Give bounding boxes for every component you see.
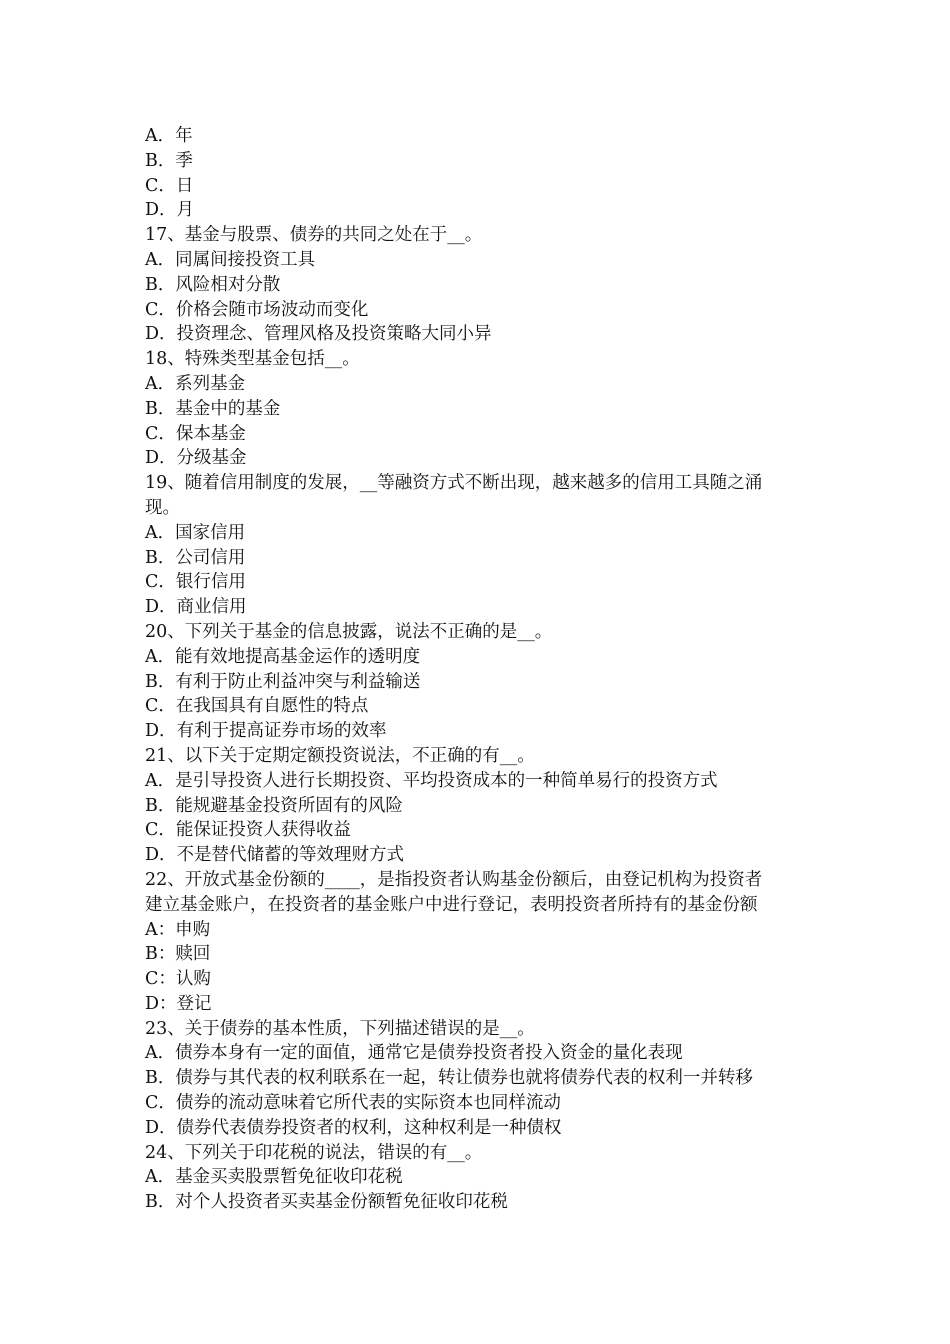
text-line: D．不是替代储蓄的等效理财方式	[145, 845, 405, 866]
text-line: B．公司信用	[145, 547, 246, 568]
text-line: 24、下列关于印花税的说法，错误的有__。	[145, 1142, 483, 1163]
text-line: B．风险相对分散	[145, 274, 281, 295]
text-line: 20、下列关于基金的信息披露，说法不正确的是__。	[145, 621, 553, 642]
text-line: A．系列基金	[145, 373, 246, 394]
text-line: B．季	[145, 150, 193, 171]
text-line: D．投资理念、管理风格及投资策略大同小异	[145, 324, 492, 345]
text-line: D．债券代表债券投资者的权利，这种权利是一种债权	[145, 1117, 562, 1138]
text-line: C．能保证投资人获得收益	[145, 820, 351, 841]
text-line: A．债券本身有一定的面值，通常它是债券投资者投入资金的量化表现	[145, 1043, 683, 1064]
text-line: 建立基金账户，在投资者的基金账户中进行登记，表明投资者所持有的基金份额	[145, 894, 758, 915]
text-line: C：认购	[145, 969, 211, 990]
text-line: D．商业信用	[145, 597, 247, 618]
text-line: 17、基金与股票、债券的共同之处在于__。	[145, 225, 483, 246]
text-line: A．是引导投资人进行长期投资、平均投资成本的一种简单易行的投资方式	[145, 770, 718, 791]
text-line: C．债券的流动意味着它所代表的实际资本也同样流动	[145, 1093, 561, 1114]
text-line: A．能有效地提高基金运作的透明度	[145, 646, 421, 667]
text-line: B：赎回	[145, 944, 211, 965]
text-line: C．价格会随市场波动而变化	[145, 299, 369, 320]
text-line: D．有利于提高证券市场的效率	[145, 721, 387, 742]
text-line: B．债券与其代表的权利联系在一起，转让债券也就将债券代表的权利一并转移	[145, 1068, 753, 1089]
text-line: C．保本基金	[145, 423, 246, 444]
text-line: A．同属间接投资工具	[145, 249, 316, 270]
text-line: D．分级基金	[145, 448, 247, 469]
text-line: A．年	[145, 126, 193, 146]
text-line: C．银行信用	[145, 572, 246, 593]
text-line: B．基金中的基金	[145, 398, 281, 419]
text-line: B．能规避基金投资所固有的风险	[145, 795, 403, 816]
text-line: 22、开放式基金份额的____，是指投资者认购基金份额后，由登记机构为投资者	[145, 869, 763, 890]
text-line: C．在我国具有自愿性的特点	[145, 696, 369, 717]
document-page	[145, 124, 815, 1215]
text-line: A：申购	[145, 919, 211, 940]
text-line: D．月	[145, 200, 195, 221]
text-line: 23、关于债券的基本性质，下列描述错误的是__。	[145, 1018, 535, 1039]
text-line: 18、特殊类型基金包括__。	[145, 349, 360, 370]
text-line: A．基金买卖股票暂免征收印花税	[145, 1167, 403, 1188]
text-line: 21、以下关于定期定额投资说法，不正确的有__。	[145, 745, 535, 766]
text-line: B．对个人投资者买卖基金份额暂免征收印花税	[145, 1192, 508, 1213]
text-line: A．国家信用	[145, 522, 246, 543]
text-line: C．日	[145, 175, 194, 196]
text-line: B．有利于防止利益冲突与利益输送	[145, 671, 421, 692]
text-line: D：登记	[145, 993, 212, 1014]
text-line: 现。	[145, 497, 180, 518]
text-line: 19、随着信用制度的发展，__等融资方式不断出现，越来越多的信用工具随之涌	[145, 473, 763, 494]
